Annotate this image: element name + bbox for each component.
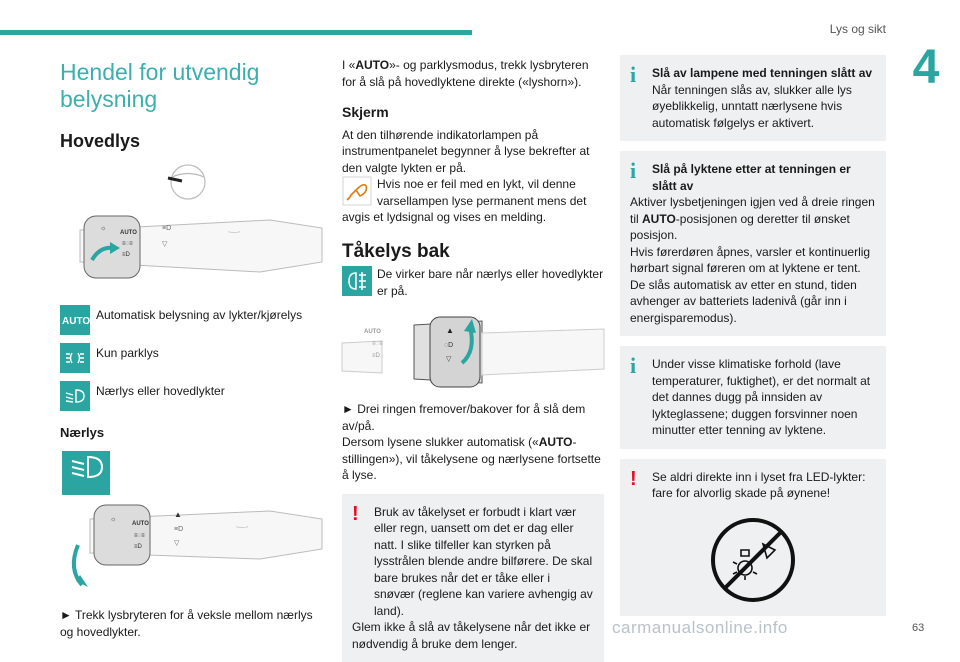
fog-condition-text: De virker bare når nærlys eller hovedlykter er på.	[377, 267, 603, 298]
svg-text:AUTO: AUTO	[62, 316, 90, 327]
svg-text:☼: ☼	[100, 225, 106, 232]
info-box-lamps-off	[620, 55, 886, 141]
svg-text:▲: ▲	[174, 510, 182, 519]
fog-warning-text: Bruk av tåkelyset er forbudt i klart vær eller regn, uansett om det er dag eller natt. I slike tilfeller kan styrken på lysstrålen blende andre bilførere. De skal bare brukes når det er tåke eller i snøvær (reglene kan variere avhengig av land).	[352, 504, 594, 620]
watermark: carmanualsonline.info	[612, 618, 788, 638]
svg-text:≡D: ≡D	[162, 225, 171, 232]
box2-text	[630, 194, 876, 244]
fog-instruction-2	[342, 434, 604, 484]
svg-text:☼: ☼	[110, 516, 116, 523]
intro-paragraph	[342, 57, 604, 90]
parking-light-icon	[60, 343, 90, 373]
legend-dipped	[60, 381, 322, 411]
intro-auto: AUTO	[355, 58, 389, 72]
box3-text: Under visse klimatiske forhold (lave temperaturer, fuktighet), er det normalt at det dannes dugg på innsiden av lykteglassene; duggen forsvinner noen minutter etter tenning av lyktene.	[630, 356, 876, 439]
svg-text:AUTO: AUTO	[120, 230, 137, 236]
svg-text:≡◌≡: ≡◌≡	[134, 533, 145, 539]
page-number: 63	[912, 622, 924, 634]
heading-dipped-beam: Nærlys	[60, 425, 322, 442]
fog-instr2-pre: Dersom lysene slukker automatisk («	[342, 435, 539, 449]
fog-warning-box	[342, 494, 604, 662]
screen-text: At den tilhørende indikatorlampen på instrumentpanelet begynner å lyse bekrefter at den valgte lykten er på.	[342, 127, 604, 177]
info-box-lamps-on	[620, 151, 886, 336]
svg-text:≡◌≡: ≡◌≡	[122, 241, 133, 247]
svg-text:≡D: ≡D	[174, 526, 183, 533]
legend-parking	[60, 343, 322, 373]
fog-ring-illustration	[342, 303, 604, 395]
box2-title: Slå på lyktene etter at tenningen er slått av	[630, 161, 876, 194]
fog-instr2-auto: AUTO	[539, 435, 573, 449]
box4-text: Se aldri direkte inn i lyset fra LED-lykter: fare for alvorlig skade på øynene!	[630, 469, 876, 502]
intro-pre: I «	[342, 58, 355, 72]
heading-main-beam: Hovedlys	[60, 133, 322, 150]
legend-parking-text: Kun parklys	[96, 343, 159, 362]
box2-pre: Aktiver lysbetjeningen igjen ved å dreie ringen til	[630, 195, 875, 226]
fog-instr2-post: -stillingen»), vil tåkelysene og nærlysene fortsette å lyse.	[342, 435, 601, 482]
info-icon: i	[630, 65, 636, 85]
header-accent-bar	[0, 30, 472, 35]
column-1	[60, 55, 322, 640]
svg-text:AUTO: AUTO	[364, 329, 381, 335]
heading-screen: Skjerm	[342, 104, 604, 121]
svg-text:◦—◦: ◦—◦	[236, 524, 248, 531]
legend-dipped-text: Nærlys eller hovedlykter	[96, 381, 225, 400]
dipped-beam-icon	[60, 381, 90, 411]
no-look-led-icon	[630, 514, 876, 606]
svg-text:≡◌≡: ≡◌≡	[372, 341, 383, 347]
chapter-number: 4	[906, 40, 946, 95]
svg-text:▲: ▲	[446, 326, 454, 335]
fog-condition	[342, 266, 604, 299]
warning-box-led	[620, 459, 886, 616]
fog-warning-text-2: Glem ikke å slå av tåkelysene når det ikke er nødvendig å bruke dem lenger.	[352, 619, 594, 652]
warning-icon: !	[630, 469, 636, 489]
legend-auto	[60, 305, 322, 335]
box2-text-2: Hvis førerdøren åpnes, varsler et kontinuerlig hørbart signal føreren om at lyktene er tent.	[630, 244, 876, 277]
warning-icon: !	[352, 504, 358, 524]
box1-text: Når tenningen slås av, slukker alle lys øyeblikkelig, unntatt nærlysene hvis automatisk følgelys er aktivert.	[630, 82, 876, 132]
svg-text:▽: ▽	[162, 241, 168, 248]
column-3	[620, 55, 886, 616]
lighting-stalk-illustration	[60, 150, 322, 305]
fog-instruction-1: ► Drei ringen fremover/bakover for å slå dem av/på.	[342, 401, 604, 434]
bulb-fault-icon	[342, 176, 372, 206]
box1-title: Slå av lampene med tenningen slått av	[630, 65, 876, 82]
info-box-condensation	[620, 346, 886, 449]
svg-text:≡D: ≡D	[122, 252, 131, 258]
legend-auto-text: Automatisk belysning av lykter/kjørelys	[96, 305, 302, 324]
heading-rear-fog: Tåkelys bak	[342, 244, 604, 261]
fault-paragraph	[342, 176, 604, 226]
info-icon: i	[630, 161, 636, 181]
auto-icon	[60, 305, 90, 335]
svg-text:◌D: ◌D	[444, 342, 453, 349]
rear-fog-icon	[342, 266, 372, 296]
svg-text:◦—◦: ◦—◦	[228, 229, 240, 236]
fault-text: Hvis noe er feil med en lykt, vil denne varsellampen lyse permanent mens det avgis et lydsignal og vises en melding.	[342, 177, 586, 224]
box2-post: -posisjonen og deretter til ønsket posisjon.	[630, 212, 850, 243]
svg-text:≡D: ≡D	[372, 353, 381, 359]
svg-text:▽: ▽	[174, 540, 180, 547]
info-icon: i	[630, 356, 636, 376]
svg-text:AUTO: AUTO	[132, 521, 149, 527]
svg-text:▽: ▽	[446, 356, 452, 363]
box2-text-3: De slås automatisk av etter en stund, tiden avhenger av batteriets ladenivå (går inn i energisparemodus).	[630, 277, 876, 327]
section-title: Lys og sikt	[830, 22, 886, 36]
intro-post: »- og parklysmodus, trekk lysbryteren for å slå på hovedlyktene direkte («lyshorn»).	[342, 58, 589, 89]
column-2	[342, 55, 604, 662]
dipped-beam-instruction: ► Trekk lysbryteren for å veksle mellom nærlys og hovedlykter.	[60, 607, 322, 640]
box2-auto: AUTO	[642, 212, 676, 226]
page-title: Hendel for utvendig belysning	[60, 59, 322, 113]
svg-text:≡D: ≡D	[134, 544, 143, 550]
dipped-beam-illustration	[60, 449, 322, 599]
